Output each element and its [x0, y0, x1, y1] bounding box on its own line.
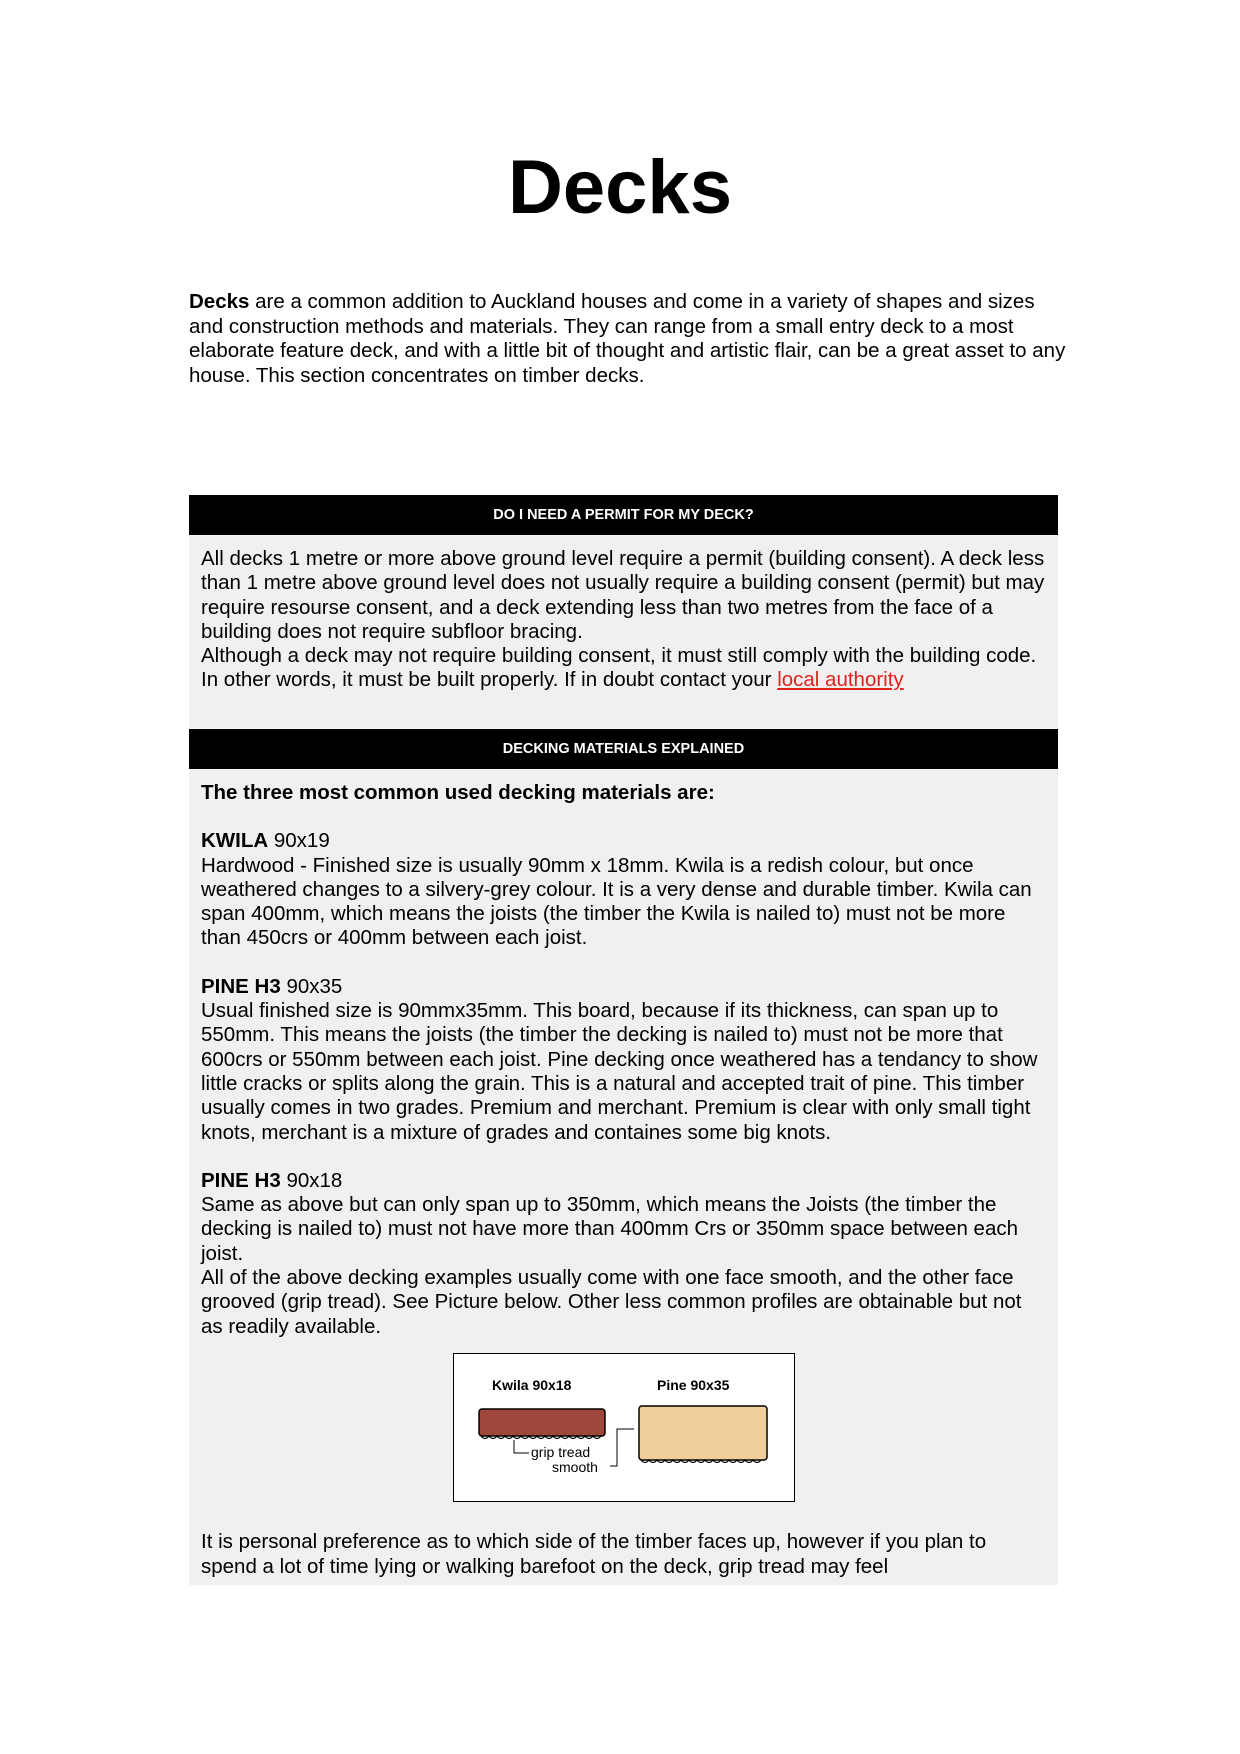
grip-tread-label: grip tread	[530, 1443, 590, 1460]
local-authority-link[interactable]: local authority	[777, 668, 904, 692]
permit-section	[189, 495, 1058, 731]
decking-profile-diagram	[453, 1353, 795, 1502]
intro-bold: Decks	[189, 290, 250, 313]
permit-header: DO I NEED A PERMIT FOR MY DECK?	[189, 495, 1058, 535]
kwila-board	[479, 1409, 605, 1439]
pine35-name: PINE H3	[201, 974, 281, 998]
kwila-heading	[201, 829, 1046, 853]
pine35-heading	[201, 975, 1046, 999]
permit-paragraph-1: All decks 1 metre or more above ground level require a permit (building consent). A deck less than 1 metre above ground level does not usually require a building consent (permit) but may require resourse consent, and a deck extending less than two metres from the face of a building does not require subfloor bracing.	[201, 547, 1045, 643]
materials-body	[189, 769, 1058, 1585]
pine18-heading	[201, 1169, 1046, 1193]
closing-paragraph: It is personal preference as to which side of the timber faces up, however if you plan to spend a lot of time lying or walking barefoot on the deck, grip tread may feel	[201, 1530, 987, 1578]
permit-body	[189, 535, 1058, 731]
pine35-size: 90x35	[280, 974, 343, 998]
permit-paragraph-2	[201, 644, 1046, 693]
pine18-name: PINE H3	[201, 1168, 281, 1192]
pine-board	[639, 1406, 767, 1463]
kwila-name: KWILA	[201, 829, 269, 853]
pine18-description: Same as above but can only span up to 350mm, which means the Joists (the timber the decking is nailed to) must not have more than 400mm Crs or 350mm space between each joist.	[201, 1193, 1018, 1265]
kwila-size: 90x19	[268, 829, 330, 853]
page-title: Decks	[508, 145, 732, 230]
smooth-label: smooth	[551, 1458, 598, 1475]
pine18-size: 90x18	[280, 1168, 343, 1192]
decking-profile-figure	[201, 1339, 1046, 1530]
pine35-description: Usual finished size is 90mmx35mm. This board, because if its thickness, can span up to 550mm. This means the joists (the timber the decking is nailed to) must not be more that 600crs or 550mm between each joist. Pine decking once weathered has a tendancy to show little cracks or splits along the grain. This is a natural and accepted trait of pine. This timber usually comes in two grades. Premium and merchant. Premium is clear with only small tight knots, merchant is a mixture of grades and containes some big knots.	[201, 999, 1038, 1144]
permit-paragraph-2-text: Although a deck may not require building consent, it must still comply with the building code. In other words, it must be built properly. If in doubt contact your	[201, 644, 1037, 692]
kwila-diagram-label: Kwila 90x18	[491, 1376, 571, 1393]
kwila-description: Hardwood - Finished size is usually 90mm x 18mm. Kwila is a redish colour, but once weathered changes to a silvery-grey colour. It is a very dense and durable timber. Kwila can span 400mm, which means the joists (the timber the Kwila is nailed to) must not be more than 450crs or 400mm between each joist.	[201, 853, 1032, 950]
profiles-description: All of the above decking examples usually come with one face smooth, and the other face grooved (grip tread). See Picture below. Other less common profiles are obtainable but not as readily available.	[201, 1266, 1022, 1338]
materials-header: DECKING MATERIALS EXPLAINED	[189, 729, 1058, 769]
intro-paragraph	[189, 290, 1069, 388]
intro-text: are a common addition to Auckland houses and come in a variety of shapes and sizes and construction methods and materials. They can range from a small entry deck to a most elaborate feature deck, and with a little bit of thought and artistic flair, can be a great asset to any house. This section concentrates on timber decks.	[189, 290, 1066, 387]
pine-diagram-label: Pine 90x35	[656, 1376, 729, 1393]
materials-intro: The three most common used decking materials are:	[201, 781, 715, 804]
materials-section	[189, 729, 1058, 1585]
